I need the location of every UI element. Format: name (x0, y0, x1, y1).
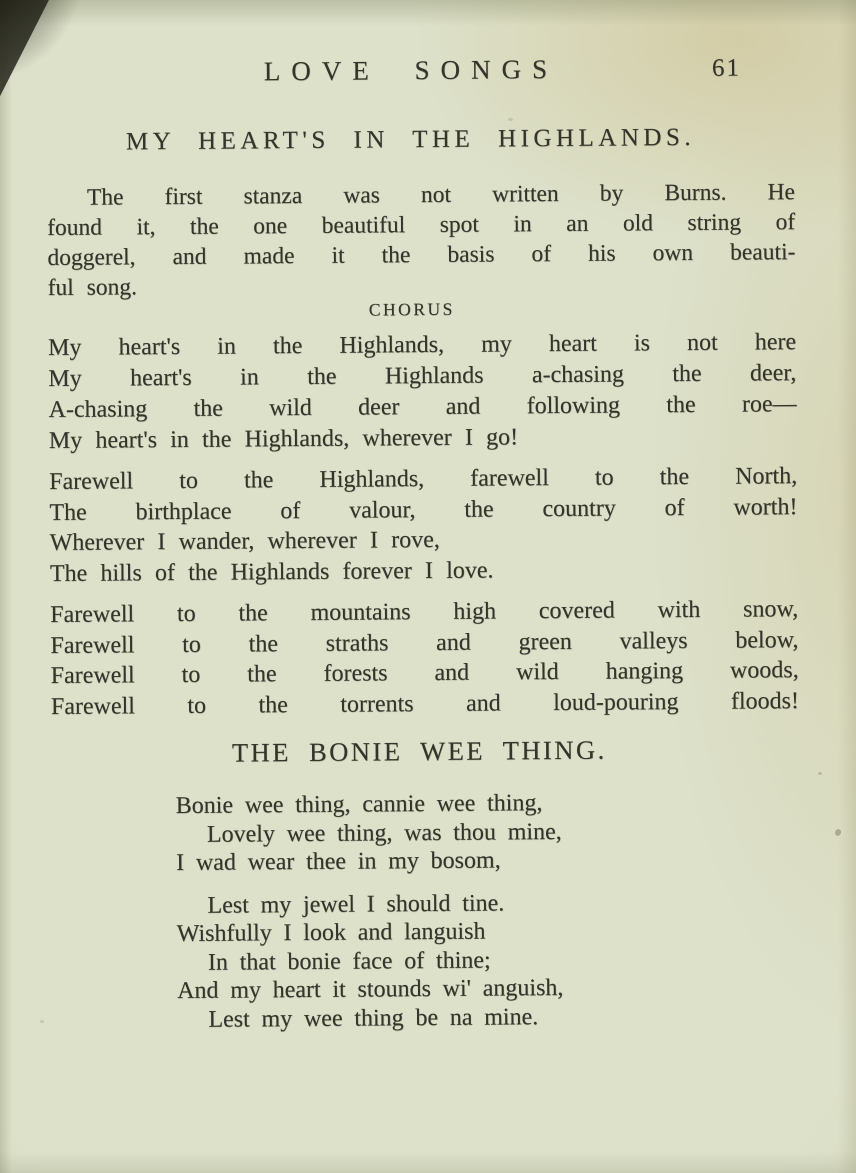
verse-line: My heart's in the Highlands a-chasing the deer, (48, 360, 797, 392)
intro-line: found it, the one beautiful spot in an old string of (47, 209, 796, 241)
intro-line: The first stanza was not written by Burns. He (86, 179, 796, 211)
song-title-the-bonie-wee-thing: THE BONIE WEE THING. (231, 734, 607, 768)
verse-line: And my heart it stounds wi' anguish, (177, 974, 564, 1004)
chorus-stanza (48, 327, 797, 457)
verse-line: Farewell to the forests and wild hanging woods, (50, 657, 799, 689)
verse-line: Bonie wee thing, cannie wee thing, (175, 790, 543, 819)
paper-speck (818, 772, 822, 775)
chorus-heading: CHORUS (368, 298, 455, 320)
intro-line: doggerel, and made it the basis of his own beauti- (47, 239, 796, 271)
verse-line: Farewell to the straths and green valleys below, (50, 626, 799, 659)
verse-line: Lest my jewel I should tine. (207, 889, 505, 919)
page-number: 61 (711, 54, 742, 82)
verse-line: Farewell to the Highlands, farewell to the North, (49, 463, 798, 495)
verse-line: A-chasing the wild deer and following the roe— (48, 391, 797, 423)
verse-line: My heart's in the Highlands, wherever I go! (48, 424, 519, 454)
verse-line: Farewell to the mountains high covered with snow, (50, 596, 799, 628)
intro-paragraph (47, 177, 796, 303)
verse-line: Farewell to the torrents and loud-pouring floods! (50, 687, 800, 720)
verse-line: Wishfully I look and languish (176, 918, 486, 947)
paper-speck (40, 1020, 44, 1023)
stanza-3 (50, 594, 799, 722)
song-title-my-hearts-in-the-highlands: MY HEART'S IN THE HIGHLANDS. (125, 123, 696, 156)
verse-line: I wad wear thee in my bosom, (176, 847, 501, 876)
verse-line: Lovely wee thing, was thou mine, (206, 818, 562, 848)
paper-speck (508, 118, 513, 121)
verse-line: The birthplace of valour, the country of worth! (49, 493, 798, 526)
verse-line: In that bonie face of thine; (207, 947, 491, 976)
verse-line: The hills of the Highlands forever I love. (49, 556, 494, 587)
intro-line: ful song. (47, 274, 138, 301)
stanza-2 (49, 461, 798, 589)
verse-line: My heart's in the Highlands, my heart is not here (48, 329, 797, 361)
running-header-title: LOVE SONGS (263, 53, 559, 87)
verse-line: Wherever I wander, wherever I rove, (49, 526, 440, 556)
verse-line: Lest my wee thing be na mine. (208, 1003, 539, 1033)
bonie-wee-thing-stanza (176, 789, 564, 1034)
